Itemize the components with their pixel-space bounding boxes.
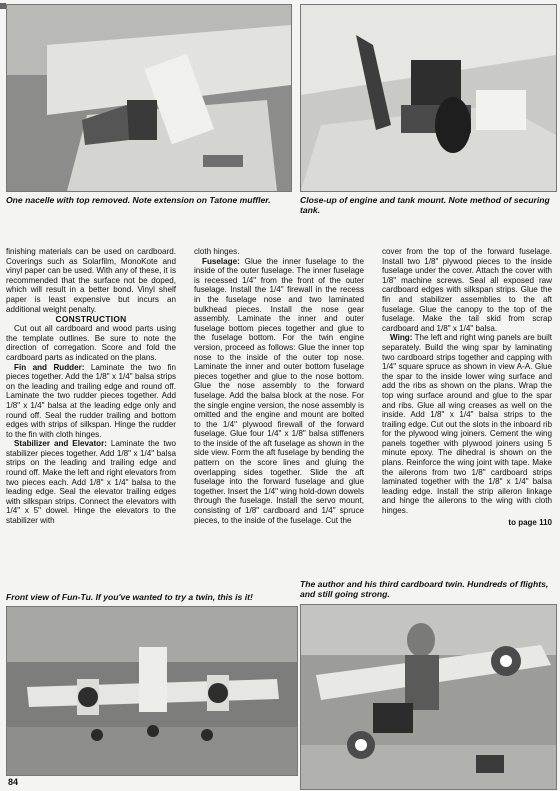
text-fuselage: Glue the inner fuselage to the inside of the outer fuselage. The inner fuselage is recessed 1/4" from the front of the outer fuselage. Install the 1/4" firewall in the recess in the fuselage nose and two laminated bulkhead pieces. Install the nose gear assembly. Laminate the inner and outer fuselage bottom pieces together and glue to the fuselage bottom. For the twin engine version, proceed as follows: Glue the inner top nose to the inside of the outer top nose. Laminate the inner and outer bottom fuselage pieces together and glue to the nose bottom. Glue the nose assembly to the forward fuselage. Add the balsa block at the nose. For the single engine version, the nose assembly is omitted and the engine and mount are bolted to the 1/4" plywood firewall of the forward fuselage. Glue four 1/4" x 1/8" balsa stiffeners to the inside of the aft fuselage as shown in the side view. Form the aft fuselage by bending the pattern on the score lines and gluing the overlapping sides together. Slide the aft fuselage into the forward fuselage and glue together. Insert the 1/4" wing hold-down dowels through the fuselage. Install the servo mount, consisting of 1/8" cardboard and 1/4" spruce pieces, to the inside of the fuselage. Cut the xyxy=(194,256,364,525)
paragraph-stabilizer xyxy=(6,439,176,525)
author-photo-image xyxy=(301,605,556,789)
text-stabilizer: Laminate the two stabilizer pieces together. Add 1/8" x 1/4" balsa strips on the leading and trailing edge and round off. Make the left and right elevators from two pieces each. Add 1/8" x 1/4" balsa to the leading edge. Seal the elevator trailing edges with silkspan strips. Connect the elevators with 1/4" x 5" dowel. Hinge the elevators to the stabilizer with xyxy=(6,439,176,526)
subheading-fuselage: Fuselage: xyxy=(202,256,240,266)
photo-nacelle xyxy=(6,4,292,192)
subheading-wing: Wing: xyxy=(390,333,413,343)
paragraph-fuselage xyxy=(194,257,364,526)
front-view-photo-image xyxy=(7,607,297,775)
caption-nacelle: One nacelle with top removed. Note extension on Tatone muffler. xyxy=(6,195,271,205)
photo-author xyxy=(300,604,557,790)
heading-construction: CONSTRUCTION xyxy=(55,314,127,325)
paragraph-wing xyxy=(382,333,552,515)
engine-photo-image xyxy=(301,5,556,191)
page-number: 84 xyxy=(8,777,19,787)
photo-front-view xyxy=(6,606,298,776)
article-column-1 xyxy=(6,247,176,526)
text-fin-rudder: Laminate the two fin pieces together. Add the 1/8" x 1/4" balsa strips on the leading and trailing edge and round off. Laminate the two rudder pieces together. Add 1/8" x 1/4" balsa at the leading edge only and round off. Seal the rudder trailing and bottom edges with strips of silkspan. Hinge the rudder to the fin with cloth hinges. xyxy=(6,362,176,439)
paragraph-cover: cover from the top of the forward fuselage. Install two 1/8" plywood pieces to the inside fuselage under the cover. Attach the cover with 1/8" machine screws. Seal all exposed raw cardboard edges with silkspan strips. Glue the fin and stabilizer assemblies to the aft fuselage. Glue the canopy to the top of the fuselage. Make the tail skid from scrap cardboard and 1/8" x 1/4" balsa. xyxy=(382,247,552,333)
paragraph-cut-out: Cut out all cardboard and wood parts using the template outlines. Be sure to note the direction of corregation. Score and fold the cardboard parts as indicated on the plans. xyxy=(6,324,176,362)
caption-front-view: Front view of Fun-Tu. If you've wanted to try a twin, this is it! xyxy=(6,592,253,602)
photo-engine xyxy=(300,4,557,192)
subheading-fin-rudder: Fin and Rudder: xyxy=(14,362,85,372)
paragraph-fin-rudder xyxy=(6,363,176,440)
article-column-2 xyxy=(194,247,364,525)
subheading-stabilizer: Stabilizer and Elevator: xyxy=(14,439,107,449)
continued-link[interactable]: to page 110 xyxy=(508,517,552,527)
paragraph-cloth-hinges: cloth hinges. xyxy=(194,247,240,256)
text-wing: The left and right wing panels are built separately. Build the wing spar by laminating two cardboard strips together and capping with 1/4" square spruce as shown in view A-A. Glue the spar to the inside lower wing surface and add the ribs as shown on the plans. Wrap the top wing surface around and glue to the spar and ribs. Glue all wing creases as well on the inside. Add 1/8" x 1/4" balsa strips to the trailing edge. Cut out the slots in the inboard rib for the plywood wing joiners. Cement the wing panels together with plywood joiners using 5 minute epoxy. The dihedral is shown on the plans. Reinforce the wing joint with tape. Make the ailerons from two 1/8" cardboard strips laminated together with the 1/8" x 1/4" balsa leading edge. Install the strip aileron linkage and hinge the ailerons to the wing with cloth hinges. xyxy=(382,333,552,516)
caption-engine: Close-up of engine and tank mount. Note method of securing tank. xyxy=(300,195,550,215)
article-column-3 xyxy=(382,247,552,527)
caption-author: The author and his third cardboard twin. Hundreds of flights, and still going strong. xyxy=(300,579,549,599)
nacelle-photo-image xyxy=(7,5,291,191)
paragraph-finishing: finishing materials can be used on cardboard. Coverings such as Solarfilm, MonoKote and vinyl paper can be used. With any of these, it is recommended that the surface not be doped, which will result in a better bond. Vinyl shelf paper is least expensive but incurs an additional weight penalty. xyxy=(6,247,176,314)
